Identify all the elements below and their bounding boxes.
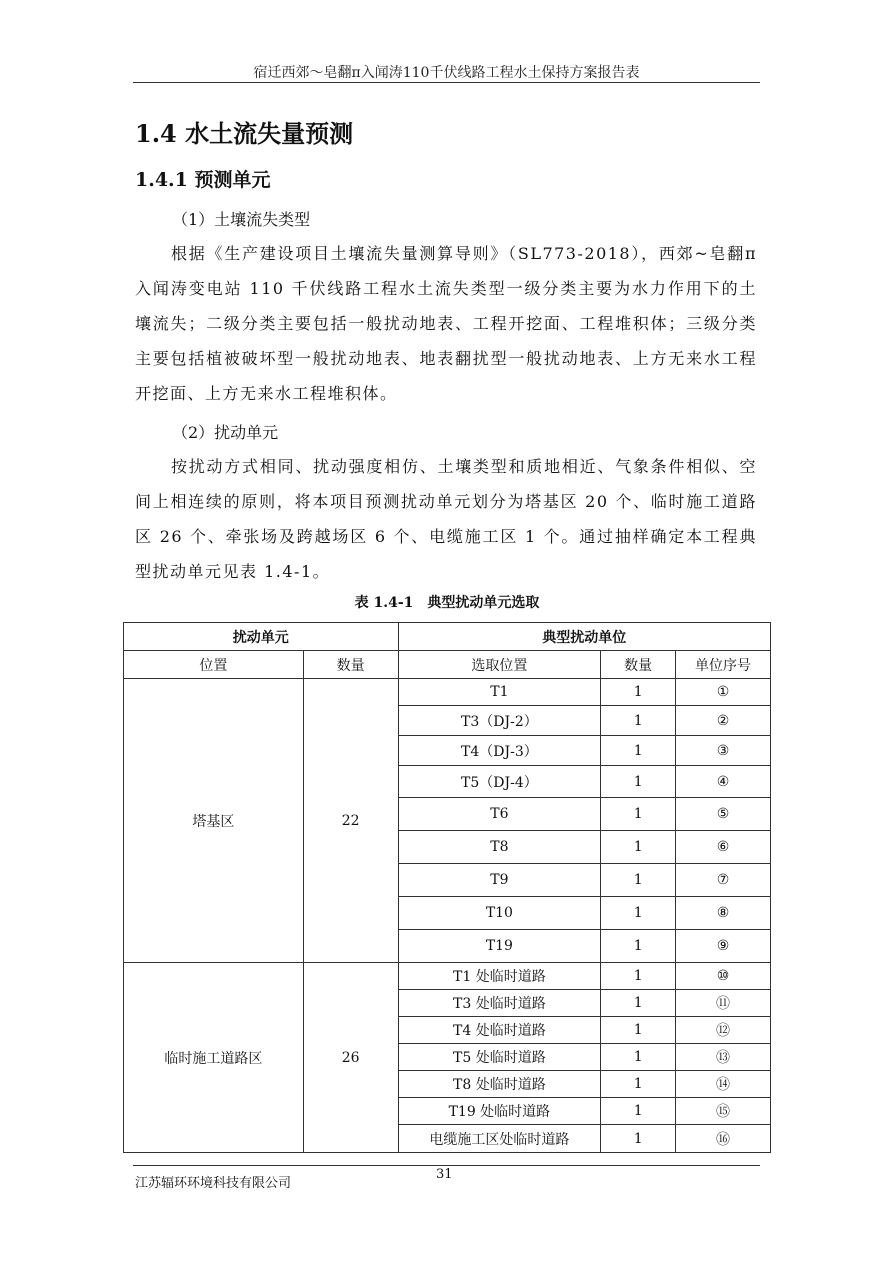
selected-location-cell: T4（DJ-3） (398, 736, 601, 766)
serial-cell: ⑬ (676, 1044, 771, 1071)
quantity-cell: 1 (601, 930, 676, 963)
quantity-cell: 1 (601, 1071, 676, 1098)
selected-location-cell: T8 (398, 831, 601, 864)
count-cell: 22 (303, 679, 398, 963)
selected-location-cell: T1 (398, 679, 601, 706)
quantity-cell: 1 (601, 963, 676, 990)
serial-cell: ⑪ (676, 990, 771, 1017)
quantity-cell: 1 (601, 897, 676, 930)
serial-cell: ② (676, 706, 771, 736)
quantity-cell: 1 (601, 679, 676, 706)
quantity-cell: 1 (601, 736, 676, 766)
selected-location-cell: T5（DJ-4） (398, 766, 601, 798)
selected-location-cell: T19 (398, 930, 601, 963)
selected-location-cell: T5 处临时道路 (398, 1044, 601, 1071)
serial-cell: ① (676, 679, 771, 706)
selected-location-cell: T1 处临时道路 (398, 963, 601, 990)
selected-location-cell: T10 (398, 897, 601, 930)
selected-location-cell: T9 (398, 864, 601, 897)
subsection-title: 1.4.1 预测单元 (135, 169, 271, 191)
group-header-typical-unit: 典型扰动单位 (398, 623, 770, 651)
quantity-cell: 1 (601, 706, 676, 736)
table-row (124, 963, 771, 990)
selected-location-cell: T3（DJ-2） (398, 706, 601, 736)
item1-paragraph: 根据《生产建设项目土壤流失量测算导则》（SL773-2018），西郊~皂翻π入闻涛变电站 110 千伏线路工程水土流失类型一级分类主要为水力作用下的土壤流失；二级分类主要包括一般扰动地表、工程开挖面、工程堆积体；三级分类主要包括植被破坏型一般扰动地表、地表翻扰型一般扰动地表、上方无来水工程开挖面、上方无来水工程堆积体。 (135, 244, 757, 403)
count-cell: 26 (303, 963, 398, 1153)
col-header-selected-location: 选取位置 (398, 651, 601, 679)
serial-cell: ⑤ (676, 798, 771, 831)
serial-cell: ⑯ (676, 1125, 771, 1153)
item1-heading: （1）土壤流失类型 (172, 210, 311, 229)
disturbance-unit-table (123, 622, 771, 1153)
page-number: 31 (436, 1167, 453, 1182)
running-header: 宿迁西郊～皂翻π入闻涛110千伏线路工程水土保持方案报告表 (253, 65, 640, 81)
quantity-cell: 1 (601, 798, 676, 831)
serial-cell: ⑨ (676, 930, 771, 963)
position-cell: 塔基区 (124, 679, 304, 963)
footer-company: 江苏辐环环境科技有限公司 (135, 1176, 292, 1191)
serial-cell: ⑥ (676, 831, 771, 864)
quantity-cell: 1 (601, 1017, 676, 1044)
quantity-cell: 1 (601, 1125, 676, 1153)
selected-location-cell: T3 处临时道路 (398, 990, 601, 1017)
serial-cell: ⑧ (676, 897, 771, 930)
col-header-count: 数量 (303, 651, 398, 679)
selected-location-cell: 电缆施工区处临时道路 (398, 1125, 601, 1153)
selected-location-cell: T8 处临时道路 (398, 1071, 601, 1098)
serial-cell: ⑫ (676, 1017, 771, 1044)
table-caption: 表 1.4-1 典型扰动单元选取 (354, 595, 540, 611)
serial-cell: ④ (676, 766, 771, 798)
serial-cell: ⑩ (676, 963, 771, 990)
quantity-cell: 1 (601, 864, 676, 897)
selected-location-cell: T6 (398, 798, 601, 831)
item2-paragraph: 按扰动方式相同、扰动强度相仿、土壤类型和质地相近、气象条件相似、空间上相连续的原则，将本项目预测扰动单元划分为塔基区 20 个、临时施工道路区 26 个、牵张场及跨越场区 6 个、电缆施工区 1 个。通过抽样确定本工程典型扰动单元见表 1.4-1。 (135, 457, 757, 581)
position-cell: 临时施工道路区 (124, 963, 304, 1153)
quantity-cell: 1 (601, 766, 676, 798)
serial-cell: ⑮ (676, 1098, 771, 1125)
serial-cell: ⑭ (676, 1071, 771, 1098)
col-header-position: 位置 (124, 651, 304, 679)
group-header-disturbance-unit: 扰动单元 (124, 623, 399, 651)
footer-rule (133, 1165, 760, 1166)
table-row (124, 679, 771, 706)
serial-cell: ⑦ (676, 864, 771, 897)
header-rule (133, 82, 760, 83)
serial-cell: ③ (676, 736, 771, 766)
quantity-cell: 1 (601, 831, 676, 864)
section-title: 1.4 水土流失量预测 (135, 119, 354, 148)
quantity-cell: 1 (601, 990, 676, 1017)
item2-heading: （2）扰动单元 (172, 423, 279, 442)
quantity-cell: 1 (601, 1044, 676, 1071)
selected-location-cell: T4 处临时道路 (398, 1017, 601, 1044)
col-header-serial: 单位序号 (676, 651, 771, 679)
col-header-quantity: 数量 (601, 651, 676, 679)
quantity-cell: 1 (601, 1098, 676, 1125)
selected-location-cell: T19 处临时道路 (398, 1098, 601, 1125)
